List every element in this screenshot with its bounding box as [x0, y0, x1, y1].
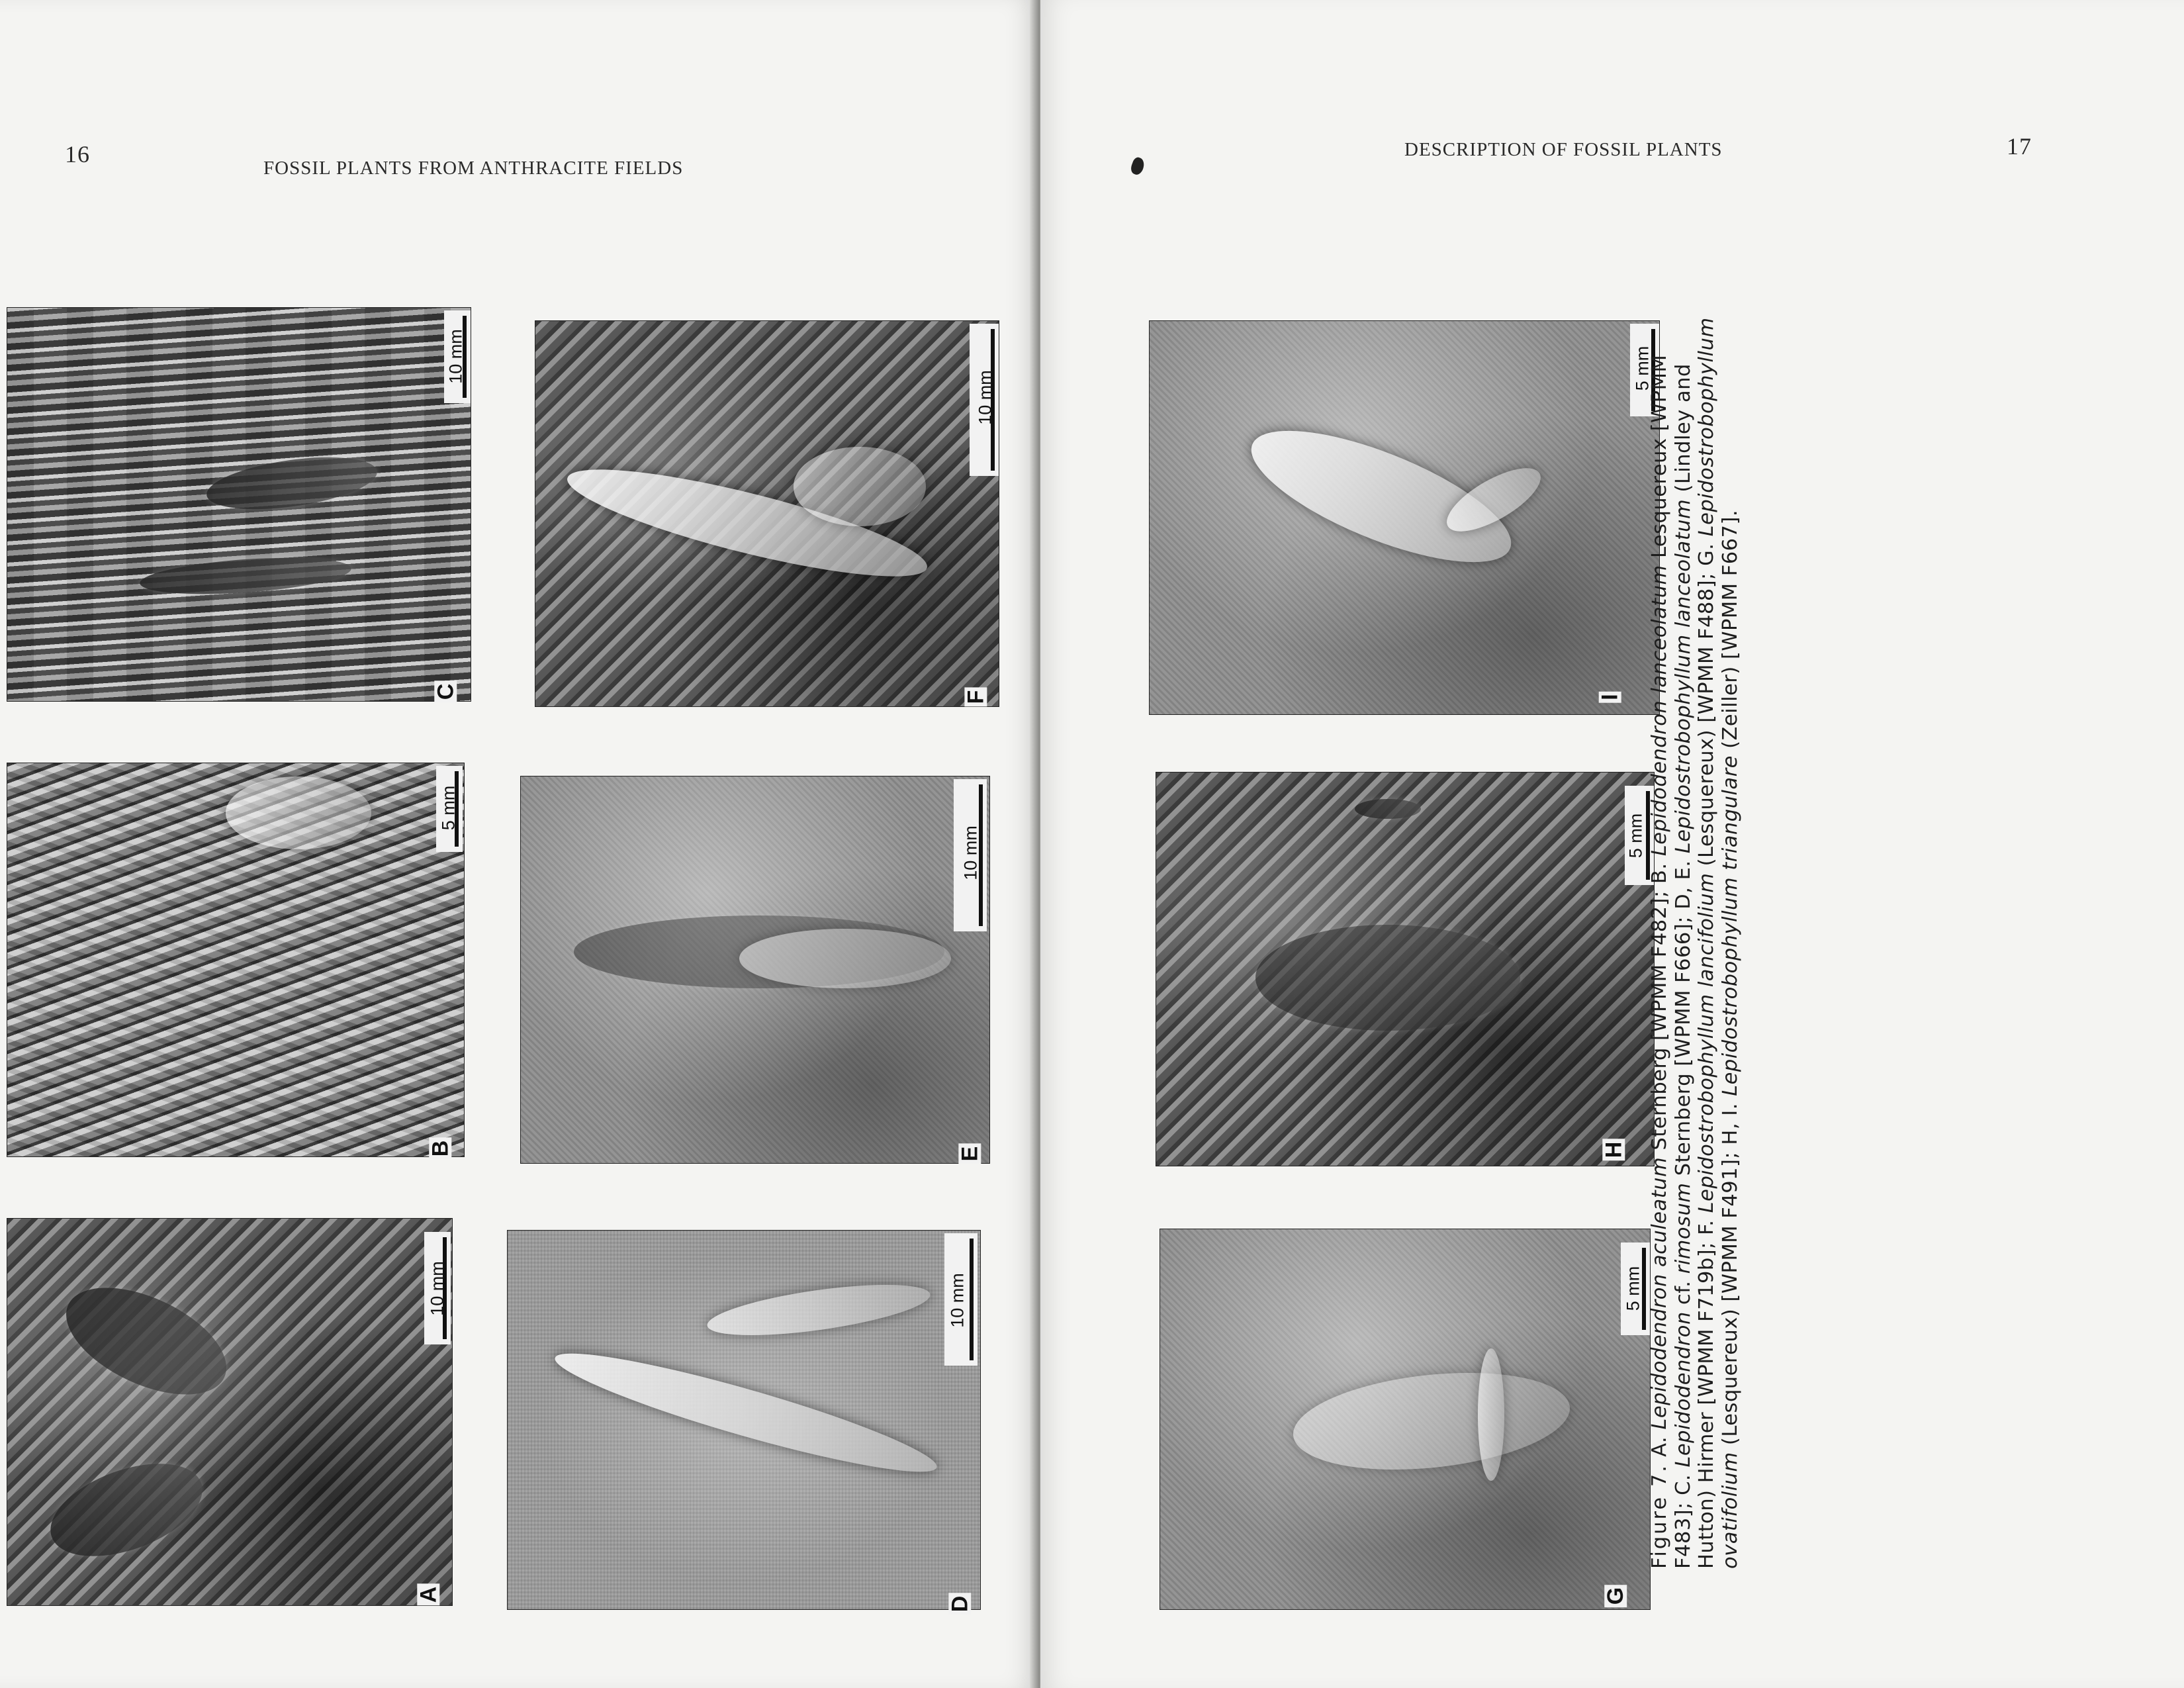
panel-letter-b: B — [429, 1138, 451, 1160]
panel-letter-i: I — [1599, 691, 1621, 702]
figure-label: Figure 7. — [1648, 1464, 1671, 1569]
caption-text: (Lindley and Hutton) Hirmer [WPMM F719b]; F. — [1671, 363, 1718, 1569]
figure-caption — [1648, 291, 1742, 1569]
caption-taxon-name: Lepidodendron — [1671, 1311, 1695, 1468]
caption-text: Lesquereux [WPMM F483]; C. — [1648, 354, 1695, 1569]
photo-panel-i — [1149, 320, 1660, 715]
scale-label-b: 5 mm — [438, 785, 459, 831]
scale-label-c: 10 mm — [445, 329, 466, 384]
photo-panel-b — [7, 763, 465, 1157]
scale-label-a: 10 mm — [427, 1261, 447, 1316]
running-head-left: FOSSIL PLANTS FROM ANTHRACITE FIELDS — [263, 158, 684, 179]
scale-label-i: 5 mm — [1632, 346, 1653, 391]
caption-text: (Lesquereux) [WPMM F488]; G. — [1695, 536, 1718, 873]
caption-taxon-name: Lepidodendron aculeatum — [1648, 1156, 1671, 1430]
panel-letter-c-outer: C — [434, 681, 457, 703]
caption-taxon-name: Lepidostrobophyllum triangulare — [1718, 755, 1742, 1096]
panel-letter-g: G — [1604, 1585, 1627, 1607]
page-number-right: 17 — [2007, 133, 2032, 160]
photo-panel-f — [535, 320, 999, 707]
panel-letter-a: A — [417, 1584, 439, 1606]
caption-taxon-name: Lepidostrobophyllum lancifolium — [1695, 872, 1718, 1213]
panel-letter-f: F — [964, 688, 987, 707]
right-page — [1040, 0, 2184, 1688]
scale-label-g: 5 mm — [1623, 1266, 1643, 1311]
scale-label-f: 10 mm — [975, 370, 995, 425]
page-number-left: 16 — [65, 141, 90, 167]
left-page — [0, 0, 1038, 1688]
caption-text: (Lesquereux) [WPMM F491]; H, I. — [1718, 1096, 1742, 1452]
caption-text: A. — [1648, 1429, 1671, 1464]
caption-taxon-name: rimosum — [1671, 1182, 1695, 1274]
panel-letter-e: E — [958, 1144, 981, 1164]
scale-label-e: 10 mm — [960, 825, 981, 880]
caption-taxon-name: Lepidostrobophyllum ovatifolium — [1695, 317, 1742, 1569]
running-head-right: DESCRIPTION OF FOSSIL PLANTS — [1404, 139, 1723, 160]
panel-letter-h: H — [1602, 1139, 1625, 1161]
caption-text: (Zeiller) [WPMM F667]. — [1718, 509, 1742, 756]
scale-label-d: 10 mm — [947, 1273, 968, 1328]
figure-caption-block — [1648, 291, 1873, 1569]
scale-label-h: 5 mm — [1625, 813, 1646, 859]
photo-panel-a — [7, 1218, 453, 1606]
caption-taxon-name: Lepidodendron lanceolatum — [1648, 565, 1671, 857]
caption-text: cf. — [1671, 1274, 1695, 1312]
panel-letter-d: D — [948, 1593, 971, 1615]
caption-text: Sternberg [WPMM F482]; B. — [1648, 856, 1671, 1157]
photo-panel-c — [7, 307, 471, 702]
photo-panel-e — [520, 776, 990, 1164]
caption-text: Sternberg [WPMM F666]; D, E. — [1671, 853, 1695, 1183]
photo-panel-d — [507, 1230, 981, 1610]
photo-panel-h — [1156, 772, 1655, 1166]
caption-taxon-name: Lepidostrobophyllum lanceolatum — [1671, 498, 1695, 854]
photo-panel-g — [1160, 1229, 1651, 1610]
